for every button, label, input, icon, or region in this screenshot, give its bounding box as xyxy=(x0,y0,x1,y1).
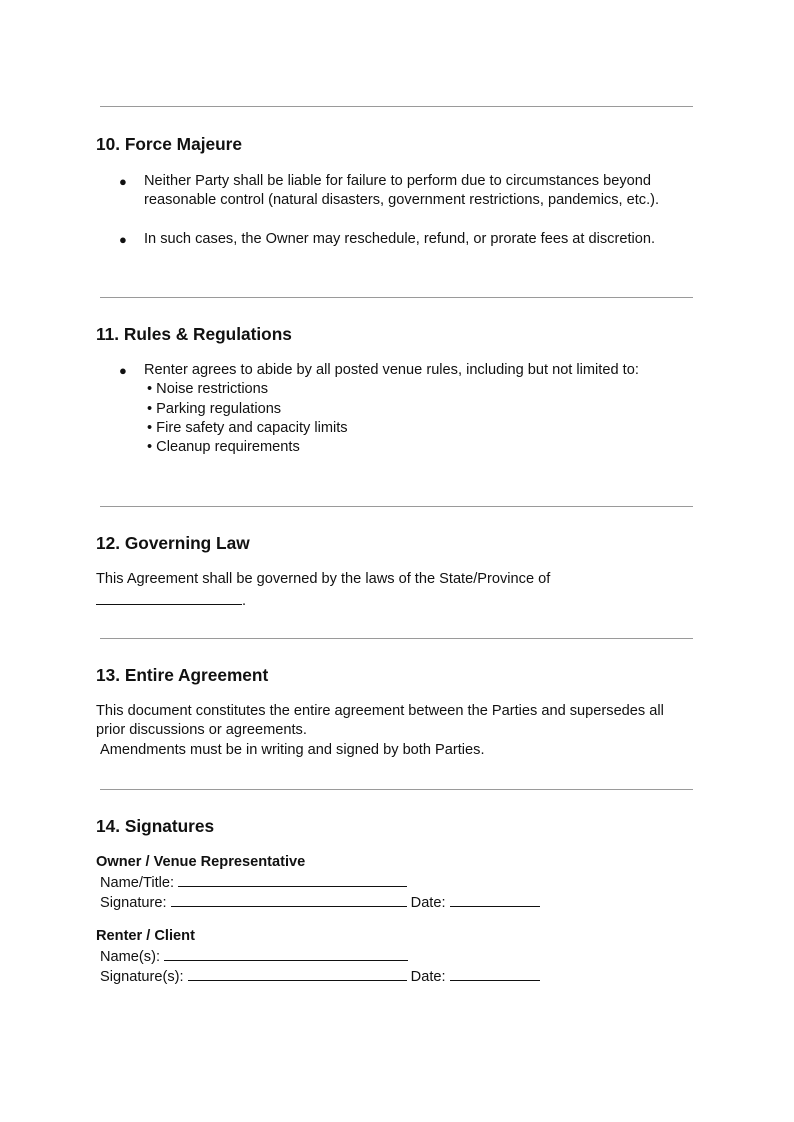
section-divider xyxy=(100,789,693,790)
renter-signature-row xyxy=(100,966,540,988)
renter-signature-field[interactable] xyxy=(188,966,407,981)
force-majeure-bullet1-line1: Neither Party shall be liable for failure to perform due to circumstances beyond xyxy=(144,173,651,189)
rules-list-item: • Cleanup requirements xyxy=(147,439,300,455)
renter-name-field[interactable] xyxy=(164,946,408,961)
renter-name-label: Name(s): xyxy=(100,949,160,965)
governing-law-text: This Agreement shall be governed by the laws of the State/Province of xyxy=(96,571,551,587)
renter-name-row xyxy=(100,946,408,968)
sub-bullet-icon: • xyxy=(147,420,153,436)
owner-date-label: Date: xyxy=(410,895,446,911)
owner-name-row xyxy=(100,872,407,894)
section-divider xyxy=(100,106,693,107)
section-divider xyxy=(100,297,693,298)
sub-bullet-icon: • xyxy=(147,439,153,455)
section-divider xyxy=(100,638,693,639)
entire-agreement-line2: prior discussions or agreements. xyxy=(96,722,307,738)
owner-signature-label: Signature: xyxy=(100,895,167,911)
rules-list-item: • Parking regulations xyxy=(147,401,282,417)
bullet-icon: ● xyxy=(119,174,127,189)
sub-bullet-icon: • xyxy=(147,381,153,397)
rules-intro: Renter agrees to abide by all posted venue rules, including but not limited to: xyxy=(144,362,639,378)
entire-agreement-line1: This document constitutes the entire agreement between the Parties and supersedes all xyxy=(96,703,664,719)
jurisdiction-blank-field[interactable] xyxy=(96,590,242,605)
force-majeure-bullet2: In such cases, the Owner may reschedule, refund, or prorate fees at discretion. xyxy=(144,231,656,247)
rules-list-item: • Fire safety and capacity limits xyxy=(147,420,348,436)
sub-bullet-icon: • xyxy=(147,401,153,417)
rules-list-item: • Noise restrictions xyxy=(147,381,269,397)
renter-date-label: Date: xyxy=(410,969,446,985)
owner-signature-field[interactable] xyxy=(171,892,407,907)
owner-block-title: Owner / Venue Representative xyxy=(96,854,306,870)
owner-signature-row xyxy=(100,892,540,914)
heading-signatures: 14. Signatures xyxy=(96,816,215,836)
section-divider xyxy=(100,506,693,507)
renter-signature-label: Signature(s): xyxy=(100,969,184,985)
bullet-icon: ● xyxy=(119,232,127,247)
entire-agreement-line3: Amendments must be in writing and signed by both Parties. xyxy=(100,742,485,758)
renter-date-field[interactable] xyxy=(450,966,540,981)
owner-name-label: Name/Title: xyxy=(100,875,175,891)
heading-force-majeure: 10. Force Majeure xyxy=(96,134,242,154)
owner-name-field[interactable] xyxy=(178,872,407,887)
renter-block-title: Renter / Client xyxy=(96,928,195,944)
heading-entire-agreement: 13. Entire Agreement xyxy=(96,665,269,685)
heading-rules-regulations: 11. Rules & Regulations xyxy=(96,324,292,344)
bullet-icon: ● xyxy=(119,363,127,378)
owner-date-field[interactable] xyxy=(450,892,540,907)
force-majeure-bullet1-line2: reasonable control (natural disasters, government restrictions, pandemics, etc.). xyxy=(144,192,660,208)
heading-governing-law: 12. Governing Law xyxy=(96,533,250,553)
governing-law-blank-line: . xyxy=(96,590,246,612)
